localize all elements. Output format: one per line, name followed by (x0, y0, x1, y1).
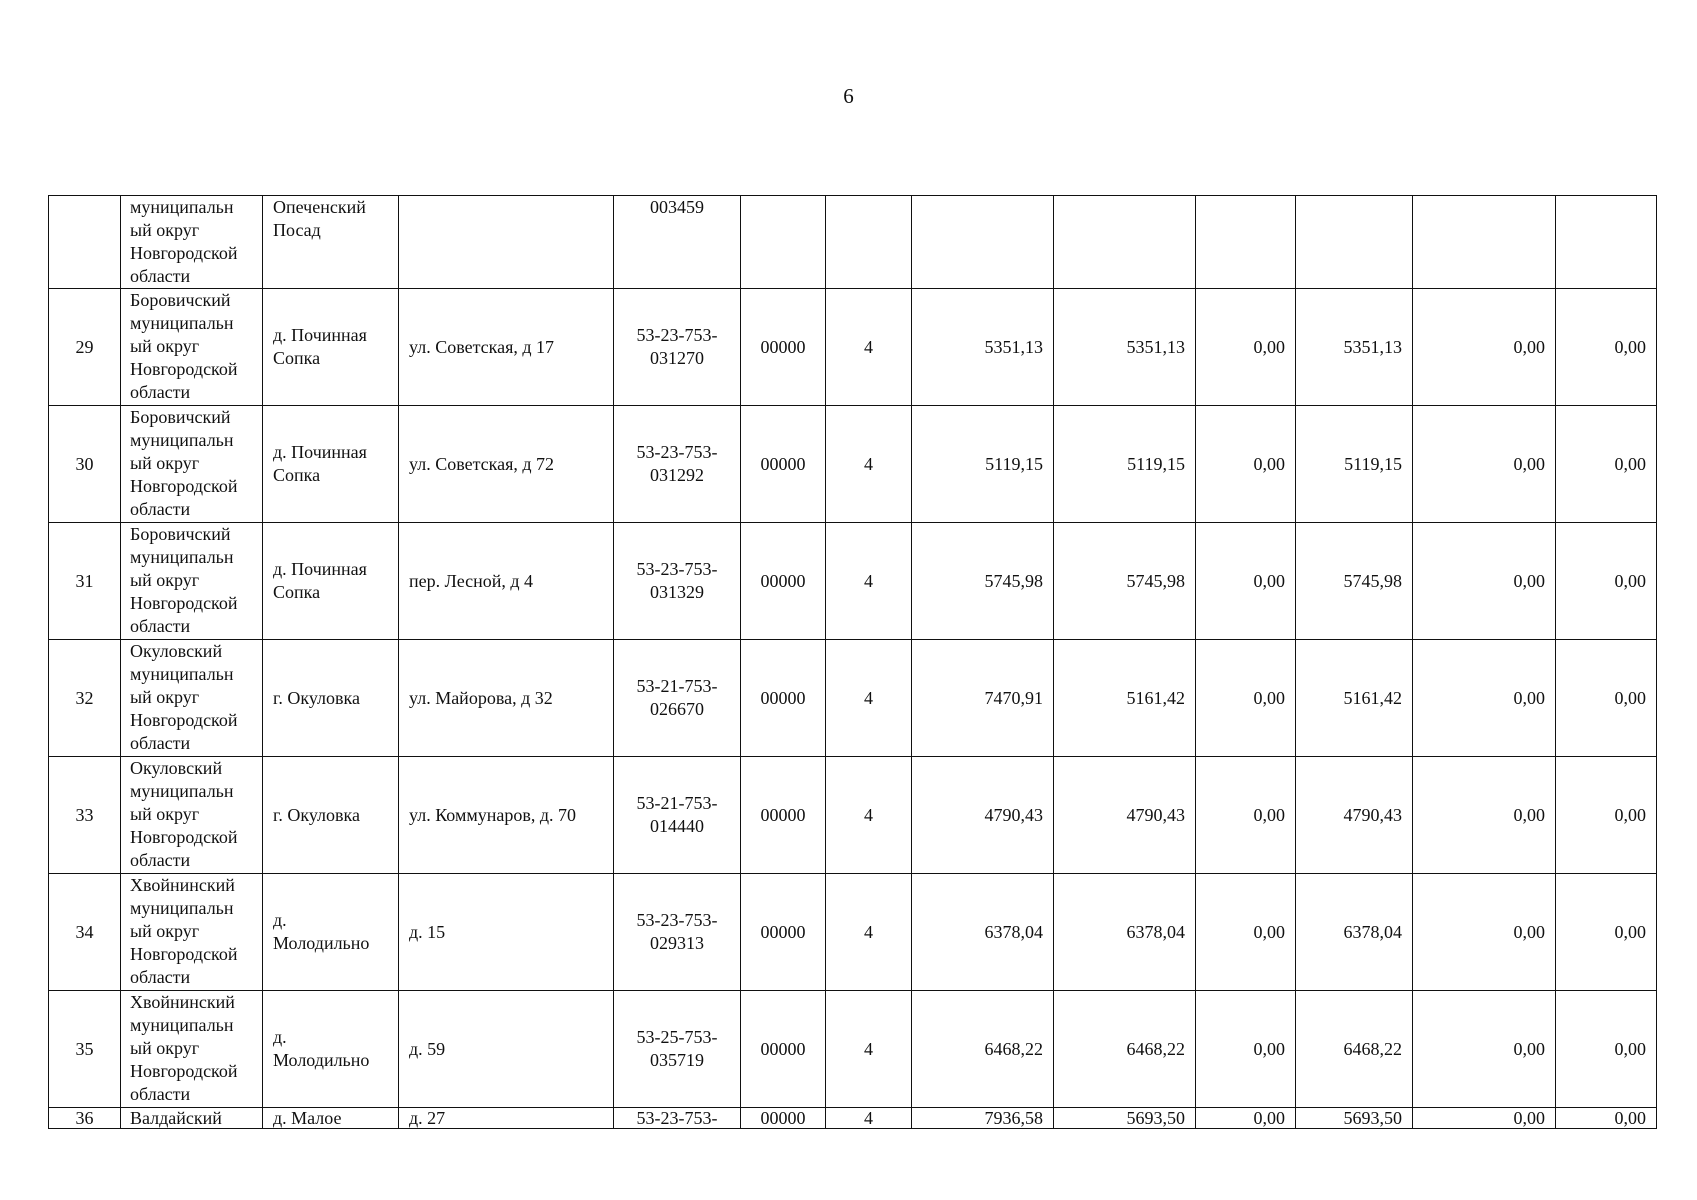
cell-address: ул. Советская, д 17 (399, 289, 614, 406)
table-row (49, 640, 1657, 757)
cell-v2: 6378,04 (1054, 874, 1196, 991)
cell-v5: 0,00 (1413, 406, 1556, 523)
cell-code: 00000 (741, 640, 826, 757)
cell-v2: 5351,13 (1054, 289, 1196, 406)
cell-v5: 0,00 (1413, 523, 1556, 640)
cell-district: Хвойнинский муниципальн ый округ Новгородской области (121, 991, 263, 1108)
cell-v6: 0,00 (1556, 991, 1657, 1108)
cell-v1: 6378,04 (912, 874, 1054, 991)
cell-v3: 0,00 (1196, 1108, 1296, 1129)
cell-oktmo: 003459 (614, 196, 741, 289)
cell-v2: 4790,43 (1054, 757, 1196, 874)
cell-district: Окуловский муниципальн ый округ Новгородской области (121, 640, 263, 757)
cell-category: 4 (826, 406, 912, 523)
cell-v6: 0,00 (1556, 874, 1657, 991)
cell-v1: 5119,15 (912, 406, 1054, 523)
cell-v4: 5745,98 (1296, 523, 1413, 640)
cell-district: Боровичский муниципальн ый округ Новгородской области (121, 406, 263, 523)
cell-address: ул. Майорова, д 32 (399, 640, 614, 757)
cell-v5: 0,00 (1413, 874, 1556, 991)
cell-num: 36 (49, 1108, 121, 1129)
page-number (0, 84, 1697, 108)
cell-category: 4 (826, 640, 912, 757)
cell-address: пер. Лесной, д 4 (399, 523, 614, 640)
cell-code: 00000 (741, 289, 826, 406)
cell-v6: 0,00 (1556, 406, 1657, 523)
cell-v6: 0,00 (1556, 289, 1657, 406)
cell-v1: 5745,98 (912, 523, 1054, 640)
cell-v2 (1054, 196, 1196, 289)
cell-v6 (1556, 196, 1657, 289)
cell-district: Боровичский муниципальн ый округ Новгородской области (121, 289, 263, 406)
cell-category: 4 (826, 757, 912, 874)
cell-v2: 5745,98 (1054, 523, 1196, 640)
cell-v5: 0,00 (1413, 289, 1556, 406)
cell-v3: 0,00 (1196, 991, 1296, 1108)
cell-code: 00000 (741, 757, 826, 874)
cell-v2: 5693,50 (1054, 1108, 1196, 1129)
cell-district: Боровичский муниципальн ый округ Новгородской области (121, 523, 263, 640)
cell-num (49, 196, 121, 289)
cell-locality: д. Молодильно (263, 874, 399, 991)
cell-address: д. 27 (399, 1108, 614, 1129)
table-row (49, 523, 1657, 640)
cell-v5: 0,00 (1413, 757, 1556, 874)
cell-code: 00000 (741, 523, 826, 640)
cell-locality: д. Починная Сопка (263, 406, 399, 523)
cell-v6: 0,00 (1556, 640, 1657, 757)
cell-address (399, 196, 614, 289)
cell-oktmo: 53-25-753- 035719 (614, 991, 741, 1108)
cell-v2: 5119,15 (1054, 406, 1196, 523)
cell-oktmo: 53-23-753- 029313 (614, 874, 741, 991)
cell-locality: г. Окуловка (263, 757, 399, 874)
cell-v3: 0,00 (1196, 757, 1296, 874)
cell-locality: д. Починная Сопка (263, 523, 399, 640)
cell-num: 30 (49, 406, 121, 523)
table-row (49, 406, 1657, 523)
cell-v3 (1196, 196, 1296, 289)
cell-category: 4 (826, 523, 912, 640)
table-row (49, 991, 1657, 1108)
table-row (49, 757, 1657, 874)
cell-locality: д. Малое (263, 1108, 399, 1129)
cell-category: 4 (826, 289, 912, 406)
cell-category (826, 196, 912, 289)
cell-v1: 7470,91 (912, 640, 1054, 757)
cell-oktmo: 53-21-753- 026670 (614, 640, 741, 757)
cell-v6: 0,00 (1556, 1108, 1657, 1129)
cell-num: 34 (49, 874, 121, 991)
cell-code: 00000 (741, 874, 826, 991)
cell-num: 31 (49, 523, 121, 640)
cell-oktmo: 53-23-753- 031270 (614, 289, 741, 406)
cell-v5: 0,00 (1413, 640, 1556, 757)
cell-v5: 0,00 (1413, 991, 1556, 1108)
cell-v2: 5161,42 (1054, 640, 1196, 757)
page-number-text: 6 (843, 84, 854, 108)
cell-address: ул. Коммунаров, д. 70 (399, 757, 614, 874)
cell-num: 29 (49, 289, 121, 406)
cell-v3: 0,00 (1196, 289, 1296, 406)
cell-v1 (912, 196, 1054, 289)
cell-district: Валдайский (121, 1108, 263, 1129)
cell-num: 32 (49, 640, 121, 757)
cell-v4: 5351,13 (1296, 289, 1413, 406)
cell-v4: 6378,04 (1296, 874, 1413, 991)
cell-district: Хвойнинский муниципальн ый округ Новгородской области (121, 874, 263, 991)
cell-locality: г. Окуловка (263, 640, 399, 757)
cell-locality: д. Починная Сопка (263, 289, 399, 406)
cell-v5 (1413, 196, 1556, 289)
cell-address: ул. Советская, д 72 (399, 406, 614, 523)
cell-v3: 0,00 (1196, 406, 1296, 523)
cell-v4: 5693,50 (1296, 1108, 1413, 1129)
cell-oktmo: 53-23-753- 031329 (614, 523, 741, 640)
cell-v4: 5161,42 (1296, 640, 1413, 757)
cell-code: 00000 (741, 991, 826, 1108)
cell-district: муниципальн ый округ Новгородской области (121, 196, 263, 289)
cell-address: д. 59 (399, 991, 614, 1108)
housing-register-table (48, 195, 1657, 1129)
cell-v2: 6468,22 (1054, 991, 1196, 1108)
cell-v4: 4790,43 (1296, 757, 1413, 874)
cell-v3: 0,00 (1196, 640, 1296, 757)
cell-locality: д. Молодильно (263, 991, 399, 1108)
cell-code: 00000 (741, 1108, 826, 1129)
cell-v1: 5351,13 (912, 289, 1054, 406)
cell-num: 33 (49, 757, 121, 874)
table-row-continuation (49, 196, 1657, 289)
table-row (49, 874, 1657, 991)
cell-code: 00000 (741, 406, 826, 523)
cell-code (741, 196, 826, 289)
cell-v4: 5119,15 (1296, 406, 1413, 523)
cell-v1: 6468,22 (912, 991, 1054, 1108)
cell-address: д. 15 (399, 874, 614, 991)
cell-category: 4 (826, 874, 912, 991)
cell-v4 (1296, 196, 1413, 289)
cell-v6: 0,00 (1556, 523, 1657, 640)
cell-oktmo: 53-23-753- 031292 (614, 406, 741, 523)
cell-v3: 0,00 (1196, 523, 1296, 640)
cell-v4: 6468,22 (1296, 991, 1413, 1108)
cell-v3: 0,00 (1196, 874, 1296, 991)
cell-num: 35 (49, 991, 121, 1108)
cell-locality: Опеченский Посад (263, 196, 399, 289)
cell-category: 4 (826, 1108, 912, 1129)
cell-oktmo: 53-21-753- 014440 (614, 757, 741, 874)
cell-category: 4 (826, 991, 912, 1108)
cell-v5: 0,00 (1413, 1108, 1556, 1129)
table-row-partial (49, 1108, 1657, 1129)
cell-oktmo: 53-23-753- (614, 1108, 741, 1129)
cell-v6: 0,00 (1556, 757, 1657, 874)
cell-v1: 7936,58 (912, 1108, 1054, 1129)
table-row (49, 289, 1657, 406)
cell-district: Окуловский муниципальн ый округ Новгородской области (121, 757, 263, 874)
cell-v1: 4790,43 (912, 757, 1054, 874)
